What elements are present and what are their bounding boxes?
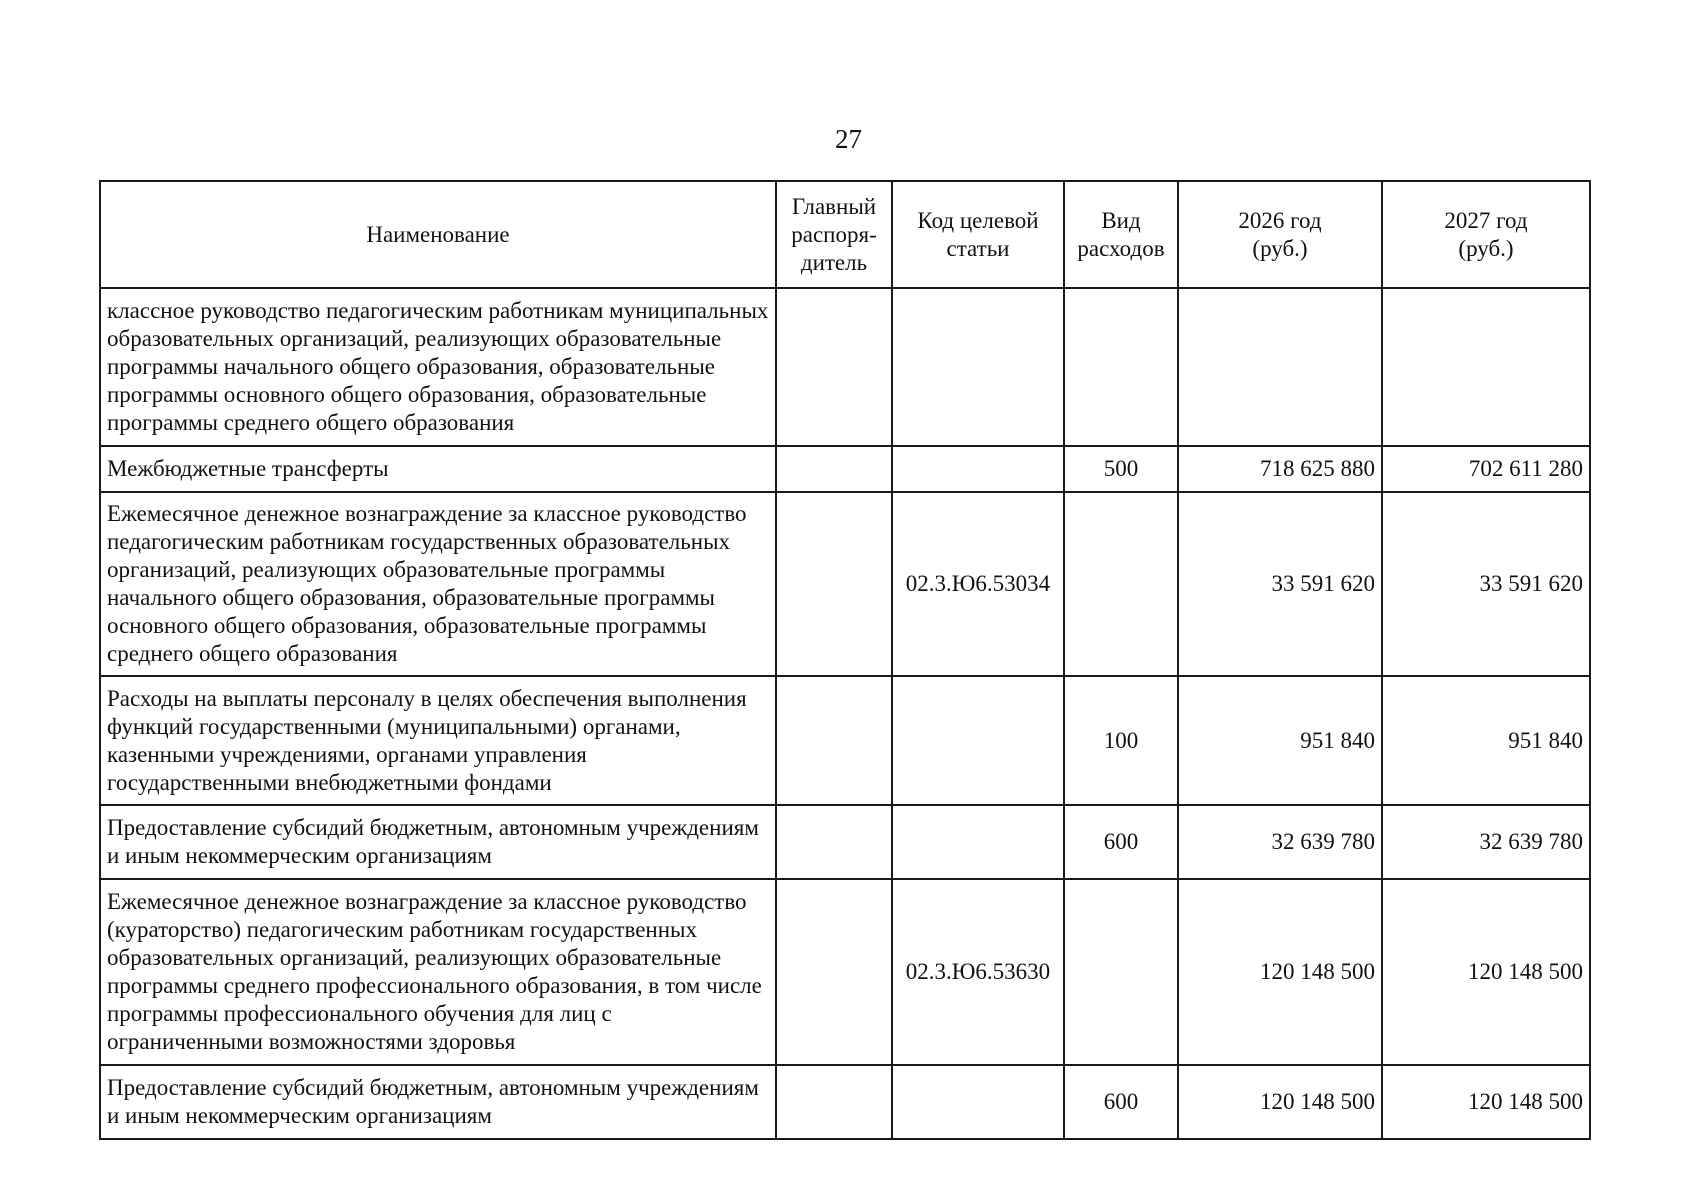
header-year-2027: 2027 год (руб.) [1382,181,1590,288]
row-target-code [892,288,1064,446]
row-name: Межбюджетные трансферты [100,446,776,492]
row-expense-type [1064,492,1178,676]
row-amount-2026: 120 148 500 [1178,1065,1382,1139]
row-chief-manager [776,288,892,446]
row-expense-type: 500 [1064,446,1178,492]
row-expense-type [1064,879,1178,1065]
row-target-code [892,676,1064,805]
row-amount-2026: 718 625 880 [1178,446,1382,492]
row-amount-2027: 951 840 [1382,676,1590,805]
row-name: Предоставление субсидий бюджетным, автономным учреждениям и иным некоммерческим организациям [100,805,776,879]
row-amount-2026: 951 840 [1178,676,1382,805]
table-row [100,446,1590,492]
page-number: 27 [835,124,862,154]
row-chief-manager [776,446,892,492]
row-name: Ежемесячное денежное вознаграждение за классное руководство (кураторство) педагогическим работникам государственных образовательных организаций, реализующих образовательные программы среднего профессионального образования, в том числе программы профессионального обучения для лиц с ограниченными возможностями здоровья [100,879,776,1065]
row-amount-2026: 33 591 620 [1178,492,1382,676]
row-chief-manager [776,805,892,879]
row-name: Предоставление субсидий бюджетным, автономным учреждениям и иным некоммерческим организациям [100,1065,776,1139]
table-row [100,676,1590,805]
table-row [100,805,1590,879]
row-amount-2026: 120 148 500 [1178,879,1382,1065]
row-amount-2026 [1178,288,1382,446]
row-expense-type [1064,288,1178,446]
header-expense-type: Вид расходов [1064,181,1178,288]
row-target-code: 02.3.Ю6.53630 [892,879,1064,1065]
row-chief-manager [776,1065,892,1139]
row-amount-2027: 120 148 500 [1382,879,1590,1065]
row-target-code [892,446,1064,492]
row-target-code [892,1065,1064,1139]
header-target-code: Код целевой статьи [892,181,1064,288]
row-amount-2027: 32 639 780 [1382,805,1590,879]
row-expense-type: 100 [1064,676,1178,805]
row-chief-manager [776,492,892,676]
row-amount-2027: 702 611 280 [1382,446,1590,492]
row-chief-manager [776,676,892,805]
header-chief-manager: Главный распоря- дитель [776,181,892,288]
row-expense-type: 600 [1064,805,1178,879]
table-row [100,288,1590,446]
row-amount-2026: 32 639 780 [1178,805,1382,879]
table-row [100,492,1590,676]
row-name: Расходы на выплаты персоналу в целях обеспечения выполнения функций государственными (муниципальными) органами, казенными учреждениями, органами управления государственными внебюджетными фондами [100,676,776,805]
row-amount-2027: 120 148 500 [1382,1065,1590,1139]
row-name: Ежемесячное денежное вознаграждение за классное руководство педагогическим работникам государственных образовательных организаций, реализующих образовательные программы начального общего образования, образовательные программы основного общего образования, образовательные программы среднего общего образования [100,492,776,676]
row-amount-2027 [1382,288,1590,446]
header-name: Наименование [100,181,776,288]
header-year-2026: 2026 год (руб.) [1178,181,1382,288]
row-name: классное руководство педагогическим работникам муниципальных образовательных организаций, реализующих образовательные программы начального общего образования, образовательные программы основного общего образования, образовательные программы среднего общего образования [100,288,776,446]
row-chief-manager [776,879,892,1065]
table-row [100,1065,1590,1139]
budget-table [99,180,1591,1140]
row-expense-type: 600 [1064,1065,1178,1139]
table-header-row [100,181,1590,288]
table-row [100,879,1590,1065]
row-target-code [892,805,1064,879]
row-target-code: 02.3.Ю6.53034 [892,492,1064,676]
row-amount-2027: 33 591 620 [1382,492,1590,676]
